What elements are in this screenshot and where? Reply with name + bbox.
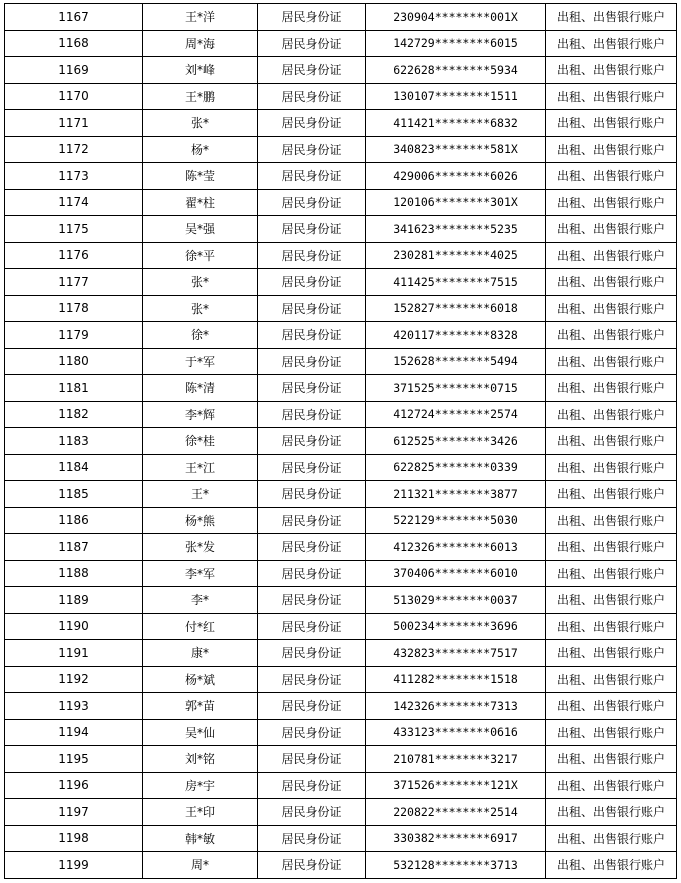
cell-id-number: 432823********7517	[366, 640, 546, 667]
cell-serial-number: 1197	[5, 799, 143, 826]
cell-id-number: 433123********0616	[366, 719, 546, 746]
cell-serial-number: 1173	[5, 163, 143, 190]
cell-id-type: 居民身份证	[258, 163, 366, 190]
cell-serial-number: 1199	[5, 852, 143, 879]
cell-id-type: 居民身份证	[258, 534, 366, 561]
cell-person-name: 陈*莹	[143, 163, 258, 190]
table-row	[5, 852, 677, 879]
cell-serial-number: 1177	[5, 269, 143, 296]
cell-id-number: 500234********3696	[366, 613, 546, 640]
cell-id-type: 居民身份证	[258, 560, 366, 587]
cell-id-number: 411425********7515	[366, 269, 546, 296]
cell-id-type: 居民身份证	[258, 322, 366, 349]
cell-serial-number: 1191	[5, 640, 143, 667]
cell-person-name: 周*	[143, 852, 258, 879]
cell-id-number: 120106********301X	[366, 189, 546, 216]
table-row	[5, 375, 677, 402]
record-table	[4, 3, 677, 879]
cell-behavior: 出租、出售银行账户	[546, 825, 677, 852]
cell-serial-number: 1183	[5, 428, 143, 455]
cell-id-type: 居民身份证	[258, 481, 366, 508]
cell-behavior: 出租、出售银行账户	[546, 454, 677, 481]
cell-serial-number: 1176	[5, 242, 143, 269]
table-row	[5, 719, 677, 746]
cell-person-name: 韩*敏	[143, 825, 258, 852]
cell-person-name: 李*军	[143, 560, 258, 587]
cell-serial-number: 1190	[5, 613, 143, 640]
cell-id-number: 412724********2574	[366, 401, 546, 428]
cell-serial-number: 1192	[5, 666, 143, 693]
cell-behavior: 出租、出售银行账户	[546, 719, 677, 746]
cell-id-number: 152827********6018	[366, 295, 546, 322]
cell-id-number: 411282********1518	[366, 666, 546, 693]
cell-id-number: 622825********0339	[366, 454, 546, 481]
cell-person-name: 陈*清	[143, 375, 258, 402]
table-row	[5, 587, 677, 614]
cell-behavior: 出租、出售银行账户	[546, 534, 677, 561]
cell-id-type: 居民身份证	[258, 507, 366, 534]
cell-behavior: 出租、出售银行账户	[546, 587, 677, 614]
table-row	[5, 163, 677, 190]
cell-serial-number: 1182	[5, 401, 143, 428]
cell-serial-number: 1178	[5, 295, 143, 322]
cell-person-name: 翟*柱	[143, 189, 258, 216]
cell-id-number: 330382********6917	[366, 825, 546, 852]
cell-id-type: 居民身份证	[258, 613, 366, 640]
table-row	[5, 322, 677, 349]
cell-id-number: 522129********5030	[366, 507, 546, 534]
cell-serial-number: 1187	[5, 534, 143, 561]
cell-id-number: 220822********2514	[366, 799, 546, 826]
cell-behavior: 出租、出售银行账户	[546, 30, 677, 57]
table-row	[5, 136, 677, 163]
cell-person-name: 张*	[143, 295, 258, 322]
cell-person-name: 刘*峰	[143, 57, 258, 84]
cell-id-number: 142729********6015	[366, 30, 546, 57]
cell-id-number: 230904********001X	[366, 4, 546, 31]
cell-behavior: 出租、出售银行账户	[546, 269, 677, 296]
cell-id-type: 居民身份证	[258, 189, 366, 216]
cell-serial-number: 1186	[5, 507, 143, 534]
cell-serial-number: 1167	[5, 4, 143, 31]
cell-id-type: 居民身份证	[258, 825, 366, 852]
cell-behavior: 出租、出售银行账户	[546, 110, 677, 137]
table-row	[5, 295, 677, 322]
table-row	[5, 269, 677, 296]
cell-behavior: 出租、出售银行账户	[546, 348, 677, 375]
table-row	[5, 693, 677, 720]
cell-id-number: 210781********3217	[366, 746, 546, 773]
cell-behavior: 出租、出售银行账户	[546, 189, 677, 216]
table-row	[5, 242, 677, 269]
cell-serial-number: 1174	[5, 189, 143, 216]
cell-behavior: 出租、出售银行账户	[546, 772, 677, 799]
cell-behavior: 出租、出售银行账户	[546, 216, 677, 243]
cell-id-type: 居民身份证	[258, 772, 366, 799]
cell-id-number: 142326********7313	[366, 693, 546, 720]
cell-id-type: 居民身份证	[258, 30, 366, 57]
table-row	[5, 507, 677, 534]
cell-behavior: 出租、出售银行账户	[546, 640, 677, 667]
cell-behavior: 出租、出售银行账户	[546, 428, 677, 455]
cell-id-type: 居民身份证	[258, 242, 366, 269]
cell-person-name: 郭*苗	[143, 693, 258, 720]
cell-id-type: 居民身份证	[258, 693, 366, 720]
cell-serial-number: 1185	[5, 481, 143, 508]
cell-behavior: 出租、出售银行账户	[546, 163, 677, 190]
cell-serial-number: 1188	[5, 560, 143, 587]
cell-serial-number: 1169	[5, 57, 143, 84]
cell-id-number: 211321********3877	[366, 481, 546, 508]
cell-id-type: 居民身份证	[258, 428, 366, 455]
cell-serial-number: 1195	[5, 746, 143, 773]
cell-behavior: 出租、出售银行账户	[546, 295, 677, 322]
cell-person-name: 李*	[143, 587, 258, 614]
cell-behavior: 出租、出售银行账户	[546, 401, 677, 428]
cell-person-name: 王*	[143, 481, 258, 508]
cell-serial-number: 1171	[5, 110, 143, 137]
cell-person-name: 康*	[143, 640, 258, 667]
cell-id-type: 居民身份证	[258, 746, 366, 773]
cell-id-type: 居民身份证	[258, 4, 366, 31]
cell-serial-number: 1198	[5, 825, 143, 852]
cell-behavior: 出租、出售银行账户	[546, 666, 677, 693]
cell-person-name: 王*鹏	[143, 83, 258, 110]
table-row	[5, 666, 677, 693]
cell-behavior: 出租、出售银行账户	[546, 242, 677, 269]
table-row	[5, 189, 677, 216]
cell-person-name: 刘*铭	[143, 746, 258, 773]
cell-behavior: 出租、出售银行账户	[546, 560, 677, 587]
cell-person-name: 王*江	[143, 454, 258, 481]
cell-behavior: 出租、出售银行账户	[546, 852, 677, 879]
cell-serial-number: 1189	[5, 587, 143, 614]
table-row	[5, 799, 677, 826]
table-row	[5, 83, 677, 110]
cell-id-number: 612525********3426	[366, 428, 546, 455]
cell-id-number: 371525********0715	[366, 375, 546, 402]
table-row	[5, 216, 677, 243]
table-row	[5, 560, 677, 587]
cell-person-name: 张*发	[143, 534, 258, 561]
cell-id-number: 370406********6010	[366, 560, 546, 587]
table-row	[5, 454, 677, 481]
cell-behavior: 出租、出售银行账户	[546, 507, 677, 534]
cell-serial-number: 1168	[5, 30, 143, 57]
cell-behavior: 出租、出售银行账户	[546, 83, 677, 110]
cell-id-number: 622628********5934	[366, 57, 546, 84]
cell-id-number: 420117********8328	[366, 322, 546, 349]
cell-person-name: 张*	[143, 269, 258, 296]
cell-person-name: 王*洋	[143, 4, 258, 31]
cell-serial-number: 1180	[5, 348, 143, 375]
table-row	[5, 57, 677, 84]
cell-id-type: 居民身份证	[258, 799, 366, 826]
cell-person-name: 杨*	[143, 136, 258, 163]
table-row	[5, 30, 677, 57]
cell-person-name: 徐*	[143, 322, 258, 349]
cell-id-type: 居民身份证	[258, 136, 366, 163]
cell-serial-number: 1170	[5, 83, 143, 110]
cell-person-name: 徐*桂	[143, 428, 258, 455]
cell-id-number: 532128********3713	[366, 852, 546, 879]
cell-behavior: 出租、出售银行账户	[546, 799, 677, 826]
table-row	[5, 613, 677, 640]
table-row	[5, 640, 677, 667]
cell-person-name: 于*军	[143, 348, 258, 375]
cell-id-type: 居民身份证	[258, 57, 366, 84]
cell-id-number: 371526********121X	[366, 772, 546, 799]
cell-person-name: 房*宇	[143, 772, 258, 799]
cell-behavior: 出租、出售银行账户	[546, 693, 677, 720]
cell-id-number: 340823********581X	[366, 136, 546, 163]
cell-behavior: 出租、出售银行账户	[546, 375, 677, 402]
table-row	[5, 746, 677, 773]
table-row	[5, 401, 677, 428]
cell-id-type: 居民身份证	[258, 375, 366, 402]
cell-behavior: 出租、出售银行账户	[546, 136, 677, 163]
table-row	[5, 825, 677, 852]
cell-serial-number: 1184	[5, 454, 143, 481]
cell-behavior: 出租、出售银行账户	[546, 746, 677, 773]
cell-person-name: 李*辉	[143, 401, 258, 428]
cell-id-number: 513029********0037	[366, 587, 546, 614]
cell-person-name: 吴*仙	[143, 719, 258, 746]
cell-id-type: 居民身份证	[258, 295, 366, 322]
cell-behavior: 出租、出售银行账户	[546, 481, 677, 508]
cell-id-type: 居民身份证	[258, 640, 366, 667]
cell-serial-number: 1172	[5, 136, 143, 163]
cell-person-name: 徐*平	[143, 242, 258, 269]
cell-serial-number: 1196	[5, 772, 143, 799]
cell-person-name: 杨*斌	[143, 666, 258, 693]
table-row	[5, 348, 677, 375]
cell-id-type: 居民身份证	[258, 719, 366, 746]
cell-id-type: 居民身份证	[258, 666, 366, 693]
table-row	[5, 534, 677, 561]
cell-id-number: 130107********1511	[366, 83, 546, 110]
cell-behavior: 出租、出售银行账户	[546, 613, 677, 640]
record-table-body	[5, 4, 677, 879]
table-row	[5, 481, 677, 508]
cell-serial-number: 1193	[5, 693, 143, 720]
cell-behavior: 出租、出售银行账户	[546, 4, 677, 31]
cell-id-number: 412326********6013	[366, 534, 546, 561]
cell-behavior: 出租、出售银行账户	[546, 322, 677, 349]
cell-id-type: 居民身份证	[258, 587, 366, 614]
cell-serial-number: 1175	[5, 216, 143, 243]
cell-id-type: 居民身份证	[258, 852, 366, 879]
cell-person-name: 王*印	[143, 799, 258, 826]
cell-id-type: 居民身份证	[258, 401, 366, 428]
table-row	[5, 110, 677, 137]
cell-behavior: 出租、出售银行账户	[546, 57, 677, 84]
cell-id-number: 429006********6026	[366, 163, 546, 190]
table-row	[5, 772, 677, 799]
cell-id-type: 居民身份证	[258, 110, 366, 137]
cell-id-type: 居民身份证	[258, 216, 366, 243]
cell-serial-number: 1179	[5, 322, 143, 349]
cell-serial-number: 1181	[5, 375, 143, 402]
cell-serial-number: 1194	[5, 719, 143, 746]
table-row	[5, 4, 677, 31]
cell-id-number: 411421********6832	[366, 110, 546, 137]
cell-id-type: 居民身份证	[258, 83, 366, 110]
cell-person-name: 杨*熊	[143, 507, 258, 534]
cell-id-number: 341623********5235	[366, 216, 546, 243]
cell-id-type: 居民身份证	[258, 348, 366, 375]
cell-person-name: 付*红	[143, 613, 258, 640]
table-row	[5, 428, 677, 455]
cell-person-name: 吴*强	[143, 216, 258, 243]
cell-person-name: 周*海	[143, 30, 258, 57]
cell-person-name: 张*	[143, 110, 258, 137]
cell-id-type: 居民身份证	[258, 454, 366, 481]
cell-id-type: 居民身份证	[258, 269, 366, 296]
cell-id-number: 152628********5494	[366, 348, 546, 375]
cell-id-number: 230281********4025	[366, 242, 546, 269]
